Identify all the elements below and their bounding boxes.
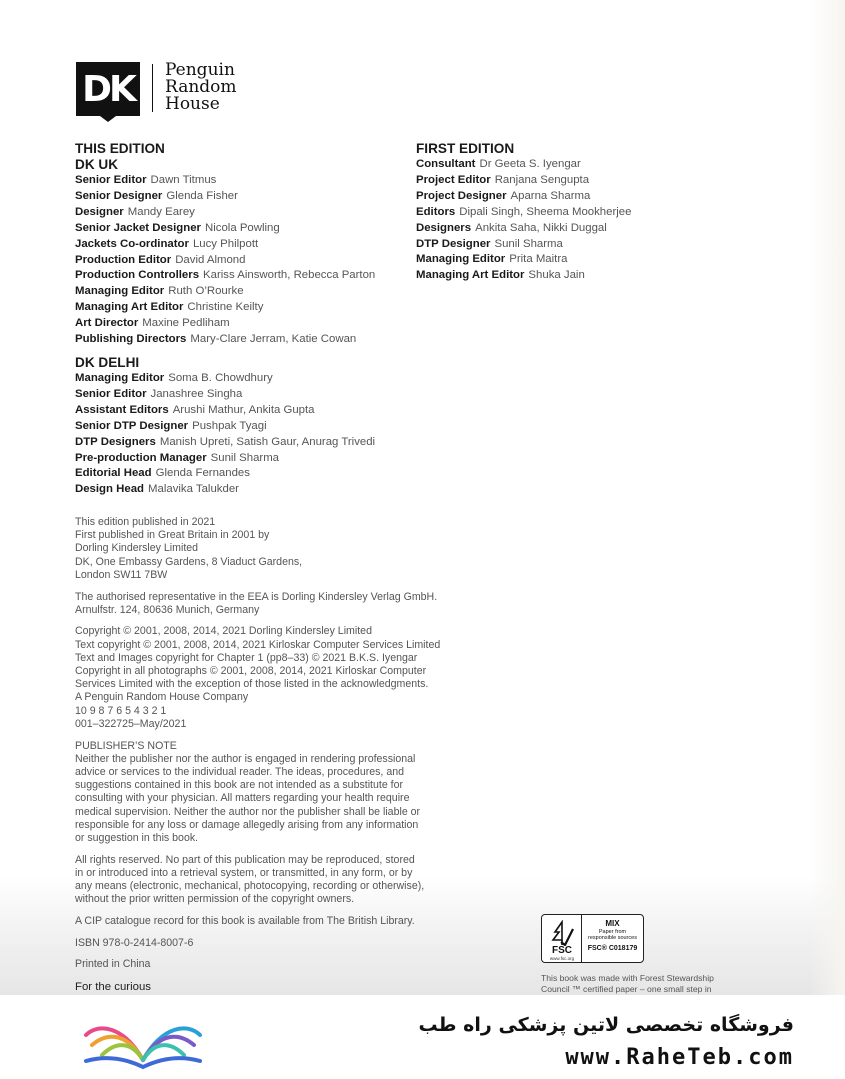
credit-name: Aparna Sharma — [510, 189, 591, 202]
fsc-note-line: Council ™ certified paper – one small step in — [541, 984, 712, 994]
credit-role: Senior Designer — [75, 189, 163, 202]
fsc-mix: MIX — [605, 919, 620, 928]
first-edition-column — [416, 141, 746, 284]
prh-line: House — [165, 94, 220, 114]
cip-notice — [75, 915, 465, 928]
fsc-tree-icon — [542, 915, 582, 962]
imprint-line: Copyright in all photographs © 2001, 2008, 2014, 2021 Kirloskar Computer — [75, 665, 427, 678]
imprint-line: any means (electronic, mechanical, photocopying, recording or otherwise), — [75, 880, 425, 893]
credit-name: Sunil Sharma — [210, 451, 280, 464]
credit-name: Lucy Philpott — [192, 237, 259, 250]
dk-uk-heading: DK UK — [75, 157, 119, 172]
imprint-block — [75, 516, 465, 980]
imprint-line: suggestions contained in this book are not intended as a substitute for — [75, 779, 404, 792]
credit-role: Production Controllers — [75, 269, 200, 282]
credit-row — [416, 173, 746, 189]
imprint-line: consulting with your physician. All matters regarding your health require — [75, 792, 410, 805]
imprint-line: without the prior written permission of the copyright owners. — [75, 893, 355, 906]
first-edition-credits — [416, 157, 746, 284]
credit-row — [75, 482, 405, 498]
credit-role: Senior Editor — [75, 387, 147, 400]
credit-name: Ranjana Sengupta — [494, 173, 590, 186]
credit-row — [75, 419, 405, 435]
credit-role: Publishing Directors — [75, 333, 187, 346]
publisher-logo — [76, 62, 237, 116]
prh-line: Penguin — [165, 60, 235, 80]
printed-in — [75, 958, 465, 971]
credit-row — [416, 237, 746, 253]
credit-role: Editorial Head — [75, 467, 152, 480]
fsc-note — [541, 973, 741, 995]
for-the-curious: For the curious — [75, 981, 151, 993]
imprint-line: Text copyright © 2001, 2008, 2014, 2021 Kirloskar Computer Services Limited — [75, 638, 441, 651]
logo-divider — [152, 64, 153, 112]
credit-role: Senior Jacket Designer — [75, 221, 201, 234]
imprint-line: medical supervision. Neither the author nor the publisher shall be liable or — [75, 805, 421, 818]
fsc-sub-line: responsible sources — [588, 935, 637, 941]
store-name-persian: فروشگاه تخصصی لاتین پزشکی راه طب — [418, 1014, 794, 1036]
credit-role: Jackets Co-ordinator — [75, 237, 189, 250]
credit-name: Ruth O’Rourke — [168, 285, 244, 298]
imprint-line: This edition published in 2021 — [75, 516, 216, 528]
credit-role: Managing Editor — [416, 253, 506, 266]
credit-row — [75, 466, 405, 482]
credit-row — [75, 173, 405, 189]
credit-row — [75, 237, 405, 253]
credit-role: Editors — [416, 205, 456, 218]
credit-row — [416, 189, 746, 205]
credit-name: Arushi Mathur, Ankita Gupta — [172, 403, 315, 416]
credit-role: Designers — [416, 221, 472, 234]
fsc-note-line: This book was made with Forest Stewardship — [541, 973, 714, 983]
credit-role: Project Editor — [416, 173, 491, 186]
credit-row — [416, 205, 746, 221]
open-book-logo-icon — [78, 1005, 208, 1073]
credit-row — [75, 253, 405, 269]
credit-name: David Almond — [175, 253, 246, 266]
credit-row — [75, 371, 405, 387]
credit-row — [75, 316, 405, 332]
dk-delhi-heading: DK DELHI — [75, 354, 140, 370]
credit-role: Managing Art Editor — [416, 269, 525, 282]
credit-row — [75, 284, 405, 300]
imprint-line: A Penguin Random House Company — [75, 691, 249, 704]
publishers-note — [75, 740, 465, 846]
credit-row — [416, 221, 746, 237]
penguin-random-house-wordmark — [165, 62, 237, 113]
credit-role: Managing Editor — [75, 371, 165, 384]
imprint-line: A CIP catalogue record for this book is available from The British Library. — [75, 914, 415, 927]
imprint-line: Services Limited with the exception of those listed in the acknowledgments. — [75, 678, 429, 691]
imprint-line: London SW11 7BW — [75, 568, 168, 581]
credit-name: Glenda Fisher — [166, 189, 238, 202]
credit-name: Ankita Saha, Nikki Duggal — [475, 221, 607, 234]
imprint-line: Neither the publisher nor the author is engaged in rendering professional — [75, 752, 416, 765]
imprint-line: Printed in China — [75, 958, 151, 971]
credit-role: DTP Designer — [416, 237, 491, 250]
imprint-line: 10 9 8 7 6 5 4 3 2 1 — [75, 704, 167, 717]
imprint-line: DK, One Embassy Gardens, 8 Viaduct Gardens, — [75, 555, 303, 568]
imprint-line: or suggestion in this book. — [75, 831, 199, 844]
credit-name: Pushpak Tyagi — [192, 419, 267, 432]
credit-role: Pre-production Manager — [75, 451, 207, 464]
credit-role: DTP Designers — [75, 435, 156, 448]
credit-role: Production Editor — [75, 253, 172, 266]
credit-name: Prita Maitra — [509, 253, 568, 266]
store-url: www.RaheTeb.com — [565, 1045, 794, 1070]
credit-row — [75, 451, 405, 467]
credit-row — [75, 300, 405, 316]
credit-name: Glenda Fernandes — [155, 467, 250, 480]
credit-name: Mandy Earey — [127, 205, 195, 218]
imprint-line: All rights reserved. No part of this publication may be reproduced, stored — [75, 853, 415, 866]
credit-name: Sunil Sharma — [494, 237, 563, 250]
credit-role: Managing Art Editor — [75, 301, 184, 314]
fsc-label — [541, 914, 644, 963]
imprint-line: First published in Great Britain in 2001 by — [75, 529, 270, 542]
imprint-line: Dorling Kindersley Limited — [75, 542, 199, 555]
credit-row — [75, 205, 405, 221]
credit-row — [75, 387, 405, 403]
credit-role: Project Designer — [416, 189, 507, 202]
isbn — [75, 937, 465, 950]
dk-logo: DK — [76, 62, 140, 116]
credit-name: Malavika Talukder — [148, 483, 239, 496]
fsc-sub-line: Paper from — [598, 929, 627, 935]
copyright-notice — [75, 625, 465, 731]
imprint-line: advice or services to the individual reader. The ideas, procedures, and — [75, 765, 404, 778]
credit-role: Designer — [75, 205, 124, 218]
credit-row — [416, 268, 746, 284]
this-edition-column — [75, 141, 405, 498]
credit-row — [75, 221, 405, 237]
prh-line: Random — [165, 77, 237, 97]
credit-name: Mary-Clare Jerram, Katie Cowan — [190, 333, 357, 346]
credit-name: Kariss Ainsworth, Rebecca Parton — [203, 269, 376, 282]
credit-name: Dr Geeta S. Iyengar — [479, 158, 581, 170]
credit-row — [75, 268, 405, 284]
publication-info — [75, 516, 465, 582]
credit-role: Consultant — [416, 158, 476, 170]
imprint-line: in or introduced into a retrieval system, or transmitted, in any form, or by — [75, 866, 413, 879]
dk-uk-credits — [75, 173, 405, 348]
imprint-line: responsible for any loss or damage allegedly arising from any information — [75, 818, 419, 831]
credit-name: Janashree Singha — [150, 387, 243, 400]
fsc-text — [582, 915, 643, 962]
imprint-line: Text and Images copyright for Chapter 1 (pp8–33) © 2021 B.K.S. Iyengar — [75, 651, 418, 664]
credit-row — [75, 189, 405, 205]
credit-role: Senior DTP Designer — [75, 419, 189, 432]
rights-notice — [75, 854, 465, 907]
credit-name: Manish Upreti, Satish Gaur, Anurag Trivedi — [159, 435, 376, 448]
credit-name: Shuka Jain — [528, 269, 585, 282]
credit-name: Soma B. Chowdhury — [168, 371, 273, 384]
credit-name: Christine Keilty — [187, 301, 264, 314]
credit-role: Senior Editor — [75, 174, 147, 186]
credit-name: Nicola Powling — [205, 221, 280, 234]
first-edition-heading: FIRST EDITION — [416, 141, 515, 156]
imprint-line: 001–322725–May/2021 — [75, 717, 187, 730]
credit-name: Maxine Pedliham — [142, 317, 230, 330]
imprint-line: The authorised representative in the EEA is Dorling Kindersley Verlag GmbH. — [75, 590, 438, 603]
credit-row — [75, 403, 405, 419]
credit-role: Assistant Editors — [75, 403, 169, 416]
fsc-url: www.fsc.org — [549, 956, 575, 961]
credit-role: Managing Editor — [75, 285, 165, 298]
imprint-line: Arnulfstr. 124, 80636 Munich, Germany — [75, 603, 260, 616]
credit-row — [416, 157, 746, 173]
fsc-abbr: FSC — [552, 945, 572, 956]
credit-row — [75, 332, 405, 348]
imprint-line: Copyright © 2001, 2008, 2014, 2021 Dorling Kindersley Limited — [75, 625, 372, 638]
credit-row — [416, 252, 746, 268]
credit-role: Design Head — [75, 483, 144, 496]
imprint-line: ISBN 978-0-2414-8007-6 — [75, 936, 194, 949]
imprint-line: PUBLISHER’S NOTE — [75, 739, 177, 752]
credit-role: Art Director — [75, 317, 139, 330]
page-edge-shadow — [809, 0, 845, 995]
dk-delhi-credits — [75, 371, 405, 498]
fsc-code: FSC® C018179 — [587, 945, 638, 952]
eea-representative — [75, 591, 465, 617]
credit-row — [75, 435, 405, 451]
credit-name: Dipali Singh, Sheema Mookherjee — [459, 205, 632, 218]
this-edition-heading: THIS EDITION — [75, 141, 165, 156]
credit-name: Dawn Titmus — [150, 174, 217, 186]
tree-check-icon — [549, 920, 575, 946]
